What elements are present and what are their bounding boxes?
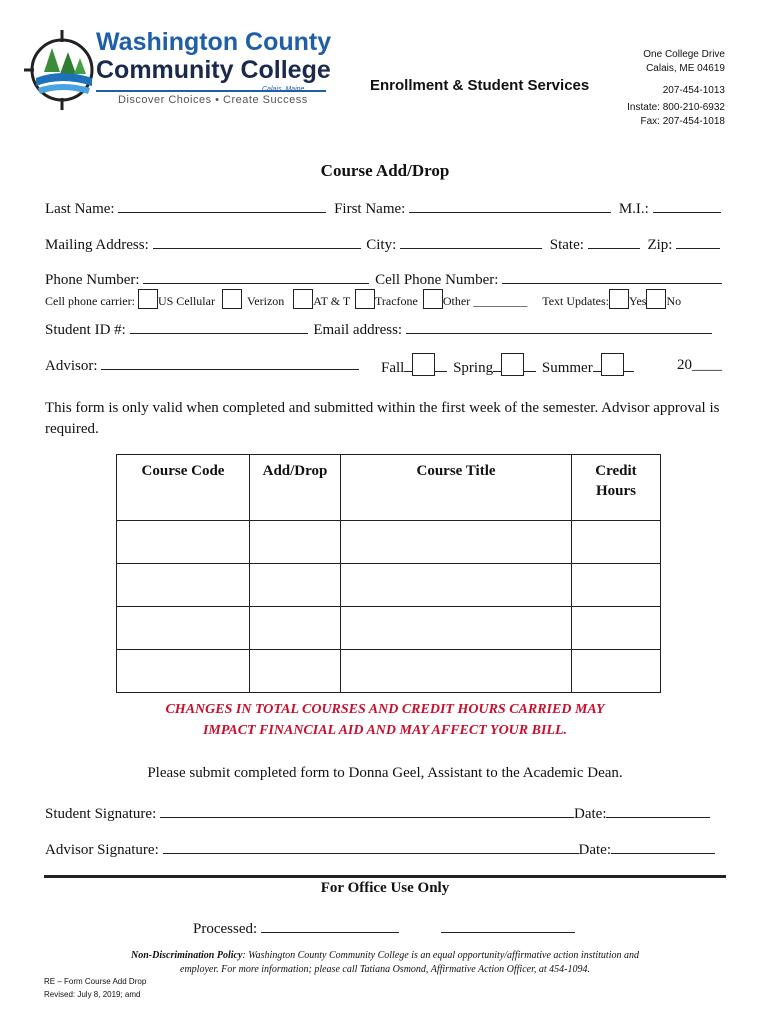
credit-hours-cell[interactable]: [572, 521, 661, 564]
logo-swoosh: [96, 90, 326, 92]
carrier-att-label: AT & T: [313, 294, 350, 308]
form-title: Course Add/Drop: [320, 161, 450, 180]
spring-label: Spring: [453, 360, 494, 376]
logo-name-line1: Washington County: [96, 28, 332, 56]
processed-field[interactable]: [261, 920, 399, 933]
office-divider: [44, 875, 726, 878]
form-notice: This form is only valid when completed and submitted within the first week of the semester. Advisor approval is required.: [45, 400, 720, 437]
student-date-field[interactable]: [606, 805, 710, 818]
checkbox-spring[interactable]: [501, 353, 524, 376]
student-signature-label: Student Signature:: [45, 806, 157, 822]
first-name-label: First Name:: [334, 201, 406, 217]
course-table: [116, 454, 661, 693]
mailing-address-field[interactable]: [153, 236, 361, 249]
cell-phone-field[interactable]: [502, 271, 722, 284]
city-label: City:: [366, 237, 397, 253]
advisor-date-field[interactable]: [611, 841, 715, 854]
text-no-label: No: [666, 294, 682, 308]
mi-field[interactable]: [653, 200, 721, 213]
email-field[interactable]: [406, 321, 712, 334]
zip-label: Zip:: [647, 237, 673, 253]
college-logo: [22, 28, 342, 112]
email-label: Email address:: [313, 322, 403, 338]
header-add-drop: Add/Drop: [250, 455, 341, 521]
header-credit-hours-text: Credit Hours: [595, 463, 637, 499]
processed-field-2[interactable]: [441, 920, 575, 933]
form-revised: Revised: July 8, 2019; amd: [44, 990, 141, 999]
table-row: [117, 607, 661, 650]
credit-hours-cell[interactable]: [572, 607, 661, 650]
warning-line1: CHANGES IN TOTAL COURSES AND CREDIT HOURS CARRIED MAY: [165, 702, 605, 717]
logo-emblem-icon: [22, 28, 102, 112]
city-field[interactable]: [400, 236, 542, 249]
course-title-cell[interactable]: [341, 650, 572, 693]
checkbox-text-no[interactable]: [646, 289, 666, 309]
logo-name-line2: Community College: [96, 56, 331, 84]
submit-note: Please submit completed form to Donna Geel, Assistant to the Academic Dean.: [147, 765, 623, 781]
student-id-field[interactable]: [130, 321, 308, 334]
year-field[interactable]: 20____: [677, 357, 722, 373]
policy-text-line1: : Washington County Community College is an equal opportunity/affirmative action institution and: [242, 950, 639, 961]
processed-label: Processed:: [193, 921, 258, 937]
cell-phone-label: Cell Phone Number:: [375, 272, 499, 288]
instate-number: Instate: 800-210-6932: [627, 102, 725, 113]
table-row: [117, 564, 661, 607]
checkbox-verizon[interactable]: [222, 289, 242, 309]
header-course-title: Course Title: [341, 455, 572, 521]
table-row: [117, 521, 661, 564]
mi-label: M.I.:: [618, 201, 649, 217]
checkbox-us-cellular[interactable]: [138, 289, 158, 309]
office-title: For Office Use Only: [320, 880, 450, 896]
table-row: [117, 650, 661, 693]
department-name: Enrollment & Student Services: [370, 77, 590, 94]
policy-label: Non-Discrimination Policy: [131, 950, 243, 961]
table-header-row: [117, 455, 661, 521]
credit-hours-cell[interactable]: [572, 564, 661, 607]
advisor-signature-label: Advisor Signature:: [45, 842, 159, 858]
state-label: State:: [549, 237, 584, 253]
text-updates-label: Text Updates:: [542, 294, 610, 308]
carrier-label: Cell phone carrier:: [45, 294, 135, 308]
last-name-field[interactable]: [118, 200, 326, 213]
course-title-cell[interactable]: [341, 607, 572, 650]
advisor-field[interactable]: [101, 357, 359, 370]
contact-block: [627, 48, 725, 129]
advisor-date-label: Date:: [578, 842, 611, 858]
student-signature-field[interactable]: [160, 805, 574, 818]
add-drop-cell[interactable]: [250, 521, 341, 564]
phone-field[interactable]: [143, 271, 369, 284]
text-yes-label: Yes: [629, 294, 647, 308]
summer-label: Summer: [541, 360, 593, 376]
carrier-tracfone-label: Tracfone: [374, 294, 418, 308]
header-credit-hours: [572, 455, 661, 521]
carrier-other-label: Other _________: [442, 294, 528, 308]
checkbox-other[interactable]: [423, 289, 443, 309]
phone-number: 207-454-1013: [662, 85, 725, 96]
carrier-us-cellular-label: US Cellular: [157, 294, 215, 308]
mailing-address-label: Mailing Address:: [45, 237, 149, 253]
course-code-cell[interactable]: [117, 564, 250, 607]
advisor-label: Advisor:: [45, 358, 98, 374]
add-drop-cell[interactable]: [250, 564, 341, 607]
checkbox-text-yes[interactable]: [609, 289, 629, 309]
course-code-cell[interactable]: [117, 607, 250, 650]
state-field[interactable]: [588, 236, 640, 249]
fall-label: Fall: [381, 360, 405, 376]
phone-label: Phone Number:: [45, 272, 140, 288]
fax-number: Fax: 207-454-1018: [640, 116, 725, 127]
student-id-label: Student ID #:: [45, 322, 126, 338]
advisor-signature-field[interactable]: [163, 841, 579, 854]
carrier-verizon-label: Verizon: [246, 294, 285, 308]
logo-tagline: Discover Choices • Create Success: [118, 94, 308, 106]
credit-hours-cell[interactable]: [572, 650, 661, 693]
checkbox-tracfone[interactable]: [355, 289, 375, 309]
policy-text-line2: employer. For more information; please call Tatiana Osmond, Affirmative Action Officer, at 454-1094.: [180, 964, 590, 975]
first-name-field[interactable]: [409, 200, 611, 213]
checkbox-att[interactable]: [293, 289, 313, 309]
checkbox-summer[interactable]: [601, 353, 624, 376]
checkbox-fall[interactable]: [412, 353, 435, 376]
last-name-label: Last Name:: [45, 201, 115, 217]
zip-field[interactable]: [676, 236, 720, 249]
form-id: RE – Form Course Add Drop: [44, 977, 147, 986]
add-drop-cell[interactable]: [250, 607, 341, 650]
course-title-cell[interactable]: [341, 521, 572, 564]
warning-line2: IMPACT FINANCIAL AID AND MAY AFFECT YOUR BILL.: [202, 723, 568, 738]
course-code-cell[interactable]: [117, 521, 250, 564]
header-course-code: Course Code: [117, 455, 250, 521]
address-line2: Calais, ME 04619: [646, 63, 725, 74]
course-code-cell[interactable]: [117, 650, 250, 693]
add-drop-cell[interactable]: [250, 650, 341, 693]
course-title-cell[interactable]: [341, 564, 572, 607]
address-line1: One College Drive: [643, 49, 725, 60]
student-date-label: Date:: [574, 806, 607, 822]
